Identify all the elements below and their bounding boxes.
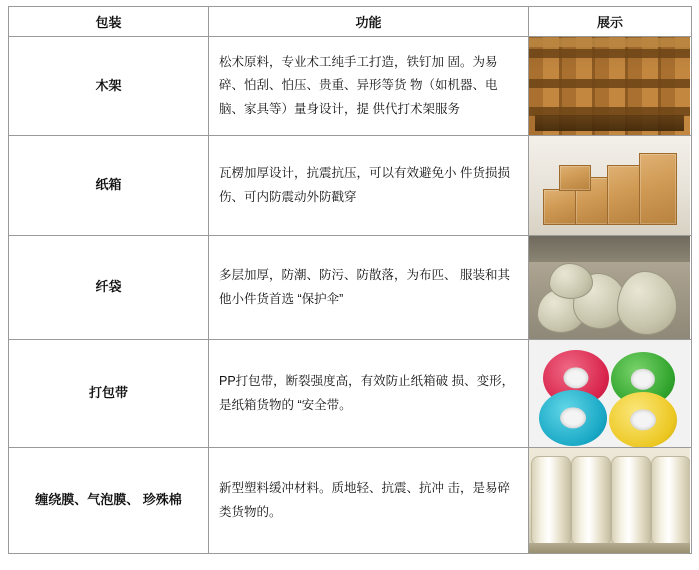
function-text-carton: 瓦楞加厚设计，抗震抗压，可以有效避免小 件货损损伤、可内防震动外防戳穿 [209, 136, 529, 236]
film-roll-shape [611, 456, 651, 546]
table-header-row [9, 7, 692, 37]
woven-bag-shape [549, 263, 593, 299]
function-text-film-foam: 新型塑料缓冲材料。质地轻、抗震、抗冲 击，是易碎类货物的。 [209, 448, 529, 554]
table-header [9, 7, 692, 37]
table-row [9, 37, 692, 136]
display-cell-carton [529, 136, 692, 236]
film-roll-shape [651, 456, 690, 546]
column-header-function: 功能 [209, 7, 529, 37]
display-cell-wood-crate [529, 37, 692, 136]
column-header-display: 展示 [529, 7, 692, 37]
stretch-film-rolls-photo [529, 448, 690, 553]
carton-box-shape [543, 189, 579, 225]
strapping-rolls-photo [529, 340, 690, 447]
display-cell-film-foam [529, 448, 692, 554]
function-text-strapping-band: PP打包带，断裂强度高，有效防止纸箱破 损、变形，是纸箱货物的 “安全带。 [209, 340, 529, 448]
film-roll-shape [531, 456, 571, 546]
package-name-woven-bag: 纤袋 [9, 236, 209, 340]
table-row [9, 340, 692, 448]
table-row [9, 136, 692, 236]
woven-bags-photo [529, 236, 690, 339]
display-cell-strapping-band [529, 340, 692, 448]
carton-box-shape [639, 153, 677, 225]
table-row [9, 448, 692, 554]
film-roll-shape [571, 456, 611, 546]
package-name-strapping-band: 打包带 [9, 340, 209, 448]
carton-box-shape [559, 165, 591, 191]
carton-box-shape [607, 165, 643, 225]
package-name-wood-crate: 木架 [9, 37, 209, 136]
woven-bag-shape [617, 271, 677, 335]
strapping-roll-yellow [609, 392, 677, 447]
package-name-film-foam: 缠绕膜、气泡膜、 珍殊棉 [9, 448, 209, 554]
display-cell-woven-bag [529, 236, 692, 340]
wooden-crates-photo [529, 37, 690, 135]
carton-boxes-photo [529, 136, 690, 235]
packaging-table [8, 6, 692, 554]
column-header-package: 包装 [9, 7, 209, 37]
package-name-carton: 纸箱 [9, 136, 209, 236]
table-body [9, 37, 692, 554]
function-text-wood-crate: 松术原料，专业术工纯手工打造，铁钉加 固。为易碎、怕刮、怕压、贵重、异形等货 物（如机器、电脑、家具等）量身设计，提 供代打术架服务 [209, 37, 529, 136]
strapping-roll-blue [539, 390, 607, 446]
function-text-woven-bag: 多层加厚，防潮、防污、防散落，为布匹、 服装和其他小件货首选 “保护伞” [209, 236, 529, 340]
table-row [9, 236, 692, 340]
